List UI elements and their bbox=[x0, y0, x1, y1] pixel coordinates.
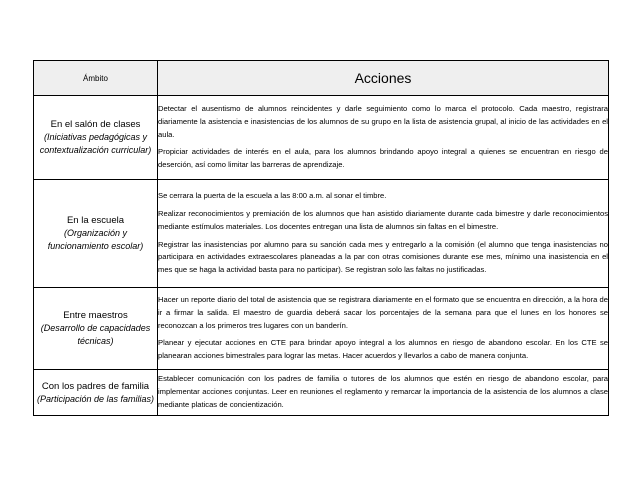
acciones-cell bbox=[158, 96, 609, 180]
accion-text: Registrar las inasistencias por alumno para su sanción cada mes y entregarlo a la comisión (el alumno que tenga inasistencias no participara en actividades extraescolares planeadas a la par con otras comisiones durante ese mes, mínimo una inasistencia en el mes que se haga la actividad basta para no participar). Se registran solo las faltas no justificadas. bbox=[158, 239, 608, 275]
acciones-cell bbox=[158, 180, 609, 288]
accion-text: Detectar el ausentismo de alumnos reincidentes y darle seguimiento como lo marca el protocolo. Cada maestro, registrara diariamente la asistencia e inasistencias de los alumnos de su grupo en la lista de asistencia grupal, al inicio de las actividades en el aula. bbox=[158, 104, 608, 139]
table-header-row bbox=[34, 61, 609, 96]
accion-text: Realizar reconocimientos y premiación de los alumnos que han asistido diariamente durante cada bimestre y darle reconocimientos mediante estímulos materiales. Los docentes entregan una lista de alumnos sin faltas en el bimestre. bbox=[158, 208, 608, 231]
actions-table bbox=[33, 60, 609, 416]
accion-text: Establecer comunicación con los padres de familia o tutores de los alumnos que estén en riesgo de abandono escolar, para implementar acciones conjuntas. Leer en reuniones el reglamento y remarcar la importancia de la asistencia de los alumnos a clase mediante platicas de concientización. bbox=[158, 374, 608, 409]
accion-text: Planear y ejecutar acciones en CTE para brindar apoyo integral a los alumnos en riesgo de abandono escolar. En los CTE se planearan acciones bimestrales para lograr las metas. Hacer acuerdos y llevarlos a cabo de manera conjunta. bbox=[158, 338, 608, 361]
ambito-cell bbox=[34, 288, 158, 370]
table-row-salon bbox=[34, 96, 609, 180]
ambito-title: En el salón de clases bbox=[50, 119, 141, 130]
ambito-cell bbox=[34, 96, 158, 180]
acciones-cell bbox=[158, 288, 609, 370]
table-row-maestros bbox=[34, 288, 609, 370]
ambito-title: Entre maestros bbox=[63, 310, 128, 321]
ambito-subtitle: (Organización y funcionamiento escolar) bbox=[47, 228, 144, 251]
accion-text: Se cerrara la puerta de la escuela a las 8:00 a.m. al sonar el timbre. bbox=[158, 191, 387, 201]
header-acciones: Acciones bbox=[158, 61, 609, 96]
accion-text: Hacer un reporte diario del total de asistencia que se registrara diariamente en el formato que se encuentra en dirección, a la hora de ir a firmar la salida. El maestro de guardia deberá sacar los porcentajes de la semana para que el lunes en los honores se reconozcan a los primeros tres lugares con un banderín. bbox=[158, 295, 608, 330]
header-ambito: Ámbito bbox=[34, 61, 158, 96]
ambito-subtitle: (Iniciativas pedagógicas y contextualización curricular) bbox=[39, 132, 152, 155]
table-row-escuela bbox=[34, 180, 609, 288]
accion-text: Propiciar actividades de interés en el aula, para los alumnos brindando apoyo integral a quienes se encuentran en riesgo de deserción, así como limitar las barreras de aprendizaje. bbox=[158, 147, 608, 170]
ambito-subtitle: (Participación de las familias) bbox=[36, 393, 155, 404]
ambito-title: En la escuela bbox=[66, 215, 125, 226]
ambito-title: Con los padres de familia bbox=[41, 380, 150, 392]
acciones-cell bbox=[158, 370, 609, 416]
ambito-cell bbox=[34, 180, 158, 288]
ambito-subtitle: (Desarrollo de capacidades técnicas) bbox=[40, 323, 151, 346]
table-row-padres bbox=[34, 370, 609, 416]
ambito-cell bbox=[34, 370, 158, 416]
